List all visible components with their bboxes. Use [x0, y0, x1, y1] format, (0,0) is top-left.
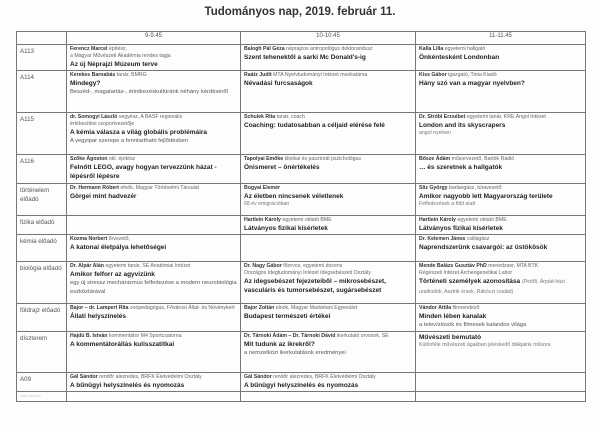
speaker-name: Dr. Stróbl Erzsébet — [419, 114, 466, 121]
speaker-role: zoopedagógus, Fővárosi Állat- és Növénykert — [128, 305, 235, 312]
talk-title: Állati helyszínelés — [70, 313, 126, 321]
speaker-name: Kiss Gábor — [419, 72, 447, 79]
session-cell — [67, 216, 241, 235]
table-row — [17, 304, 586, 332]
session-cell — [67, 392, 241, 402]
page-title: Tudományos nap, 2019. február 11. — [204, 6, 396, 18]
session-cell — [241, 71, 416, 113]
speaker-role: tanár, BMRG — [115, 72, 147, 79]
session-cell — [416, 216, 586, 235]
talk-subtitle: a televíziósok és filmesek kalandos világa — [419, 322, 527, 329]
speaker-role: egyetemi oktató BME — [455, 217, 507, 224]
session-cell — [67, 235, 241, 262]
session-cell — [241, 373, 416, 392]
table-row — [17, 113, 586, 155]
session-cell — [241, 332, 416, 373]
table-row — [17, 392, 586, 402]
speaker-affiliation: értékesítési csoportvezetője — [70, 121, 135, 128]
session-cell — [241, 113, 416, 155]
talk-title: Minden lében kanalak — [419, 313, 487, 321]
footer-stamp: ▭▭▭ ▭▭▭▭ — [20, 394, 41, 398]
speaker-role: csillagász — [465, 236, 490, 243]
talk-title: … és szeretnek a hallgatók — [419, 164, 503, 172]
session-cell — [241, 45, 416, 71]
speaker-name: Ferencz Marcel — [70, 46, 108, 52]
speaker-name: Bogyai Elemér — [244, 185, 281, 192]
session-cell — [67, 113, 241, 155]
talk-title: Szent tehenektől a sarki Mc Donald's-ig — [244, 54, 366, 62]
header-slot-1: 9-9.45 — [67, 32, 241, 45]
table-row — [17, 184, 586, 216]
session-cell — [67, 45, 241, 71]
session-cell — [416, 304, 586, 332]
speaker-name: Schulek Rita — [244, 114, 276, 121]
schedule-table — [16, 31, 586, 402]
session-cell — [416, 184, 586, 216]
speaker-role: menedzser, MTA BTK — [486, 263, 539, 270]
speaker-name: Sliz György — [419, 185, 448, 192]
speaker-role: barlangász, túravezető — [447, 185, 502, 192]
session-cell — [416, 235, 586, 262]
session-cell — [241, 304, 416, 332]
speaker-name: Dr. Tárnoki Ádám – Dr. Tárnoki Dávid — [244, 333, 336, 340]
session-cell — [416, 373, 586, 392]
session-cell — [67, 373, 241, 392]
talk-title: Látványos fizikai kísérletek — [244, 225, 328, 233]
speaker-role: klinikai és pasztorál pszichológus — [283, 156, 361, 163]
speaker-role: igazgató, Tinta Kiadó — [446, 72, 497, 79]
talk-title: Mit tudunk az ikrekről? — [244, 341, 315, 349]
room-cell: fizika előadó — [17, 216, 67, 235]
session-cell — [416, 262, 586, 304]
speaker-name: Gál Sándor — [70, 374, 98, 381]
talk-title: Naprendszerünk csavargói: az üstökösök — [419, 244, 548, 252]
talk-title: Görgei mint hadvezér — [70, 193, 137, 201]
table-row — [17, 216, 586, 235]
speaker-name: Dr. Kelemen János — [419, 236, 466, 243]
speaker-role: rendőr alezredes, BRFK Életvédelmi Osztály — [97, 374, 202, 381]
speaker-role: kommentátor M4 Sportcsatorna — [107, 333, 182, 340]
speaker-role: tanár, coach — [275, 114, 305, 121]
talk-title: Amikor nagyobb lett Magyarország területe — [419, 193, 553, 201]
talk-subtitle: egy új stressz mechanizmus felfedezése a modern neurobiológia eszköztárával — [70, 280, 237, 295]
session-cell — [241, 155, 416, 184]
room-cell: A114 — [17, 71, 67, 113]
talk-subtitle: Beszéd-, magatartás-, érintkezéskultúránk néhány kérdéséről — [70, 89, 228, 96]
header-row — [17, 32, 586, 45]
speaker-role: elnök, Magyar Történelmi Társulat — [119, 185, 199, 192]
table-row — [17, 262, 586, 304]
talk-title: Művészeti bemutató — [419, 334, 482, 342]
session-cell — [416, 392, 586, 402]
table-row — [17, 45, 586, 71]
speaker-name: Tapolyai Emőke — [244, 156, 284, 163]
table-row — [17, 71, 586, 113]
session-cell — [416, 45, 586, 71]
speaker-affiliation: a Magyar Művészeti Akadémia rendes tagja — [70, 53, 171, 60]
session-cell — [67, 184, 241, 216]
room-cell: történelem előadó — [17, 184, 67, 216]
talk-title: Az életben nincsenek véletlenek — [244, 193, 344, 201]
talk-note: Felfedezések a föld alatt — [419, 201, 476, 208]
talk-title: Önismeret – önértékelés — [244, 164, 320, 172]
speaker-role: vegyész, A BASF regionális — [117, 114, 183, 121]
speaker-name: Balogh Pál Géza — [244, 46, 285, 52]
talk-title: A katonai életpálya lehetőségei — [70, 244, 167, 252]
talk-title: A kémia válasza a világ globális problémáira — [70, 129, 208, 137]
speaker-role: ikerkutató orvosok, SE — [335, 333, 389, 340]
schedule-body — [17, 45, 586, 402]
talk-title: Az új Néprajzi Múzeum terve — [70, 61, 158, 69]
speaker-role: filmrendező — [451, 305, 480, 312]
session-cell — [241, 392, 416, 402]
speaker-name: Szőke Ágoston — [70, 156, 108, 163]
session-cell — [67, 262, 241, 304]
talk-title-wrap — [419, 277, 582, 296]
speaker-name: Hartlein Károly — [244, 217, 281, 224]
header-slot-3: 11-11.45 — [416, 32, 586, 45]
speaker-affiliation: Régészeti Intézet Archeogenetikai Labor — [419, 270, 513, 277]
session-cell — [67, 155, 241, 184]
talk-title: Névadási furcsaságok — [244, 80, 313, 88]
session-cell — [241, 184, 416, 216]
speaker-role: egyetemi oktató BME — [280, 217, 332, 224]
speaker-name: Gál Sándor — [244, 374, 272, 381]
room-cell: A113 — [17, 45, 67, 71]
session-cell — [241, 216, 416, 235]
room-cell: kémia előadó — [17, 235, 67, 262]
header-slot-2: 10-10.45 — [241, 32, 416, 45]
talk-title: A bűnügyi helyszínelés és nyomozás — [70, 382, 185, 390]
header-room — [17, 32, 67, 45]
session-cell — [67, 304, 241, 332]
speaker-role: építész, — [107, 46, 128, 52]
speaker-role: egyetemi tanár, KRE Angol Intézet — [465, 114, 546, 121]
talk-subtitle: A vegyipar szerepe a fenntartható fejlődésben — [70, 138, 188, 145]
talk-title: Az idegsebészet fejezeteiből – mikrosebészet, vasculáris és tumorsebészet, sugársebészet — [244, 278, 386, 295]
speaker-role: néprajzos antropológus doktorandusz — [284, 46, 373, 52]
room-cell: földrajz előadó — [17, 304, 67, 332]
talk-title: A bűnügyi helyszínelés és nyomozás — [244, 382, 359, 390]
talk-title: Coaching: tudatosabban a céljaid elérése felé — [244, 122, 385, 130]
talk-title: London and its skyscrapers — [419, 122, 506, 130]
talk-title: Felnőtt LEGO, avagy hogyan tervezzünk házat - lépésről lépésre — [70, 164, 217, 181]
talk-title: Történeti személyek azonosítása — [419, 278, 521, 286]
speaker-name: Bősze Ádám — [419, 156, 451, 163]
speaker-role: okl. építész — [107, 156, 136, 163]
speaker-name: Mende Balázs Gusztáv PhD — [419, 263, 487, 270]
speaker-name: Dr. Nagy Gábor — [244, 263, 282, 270]
session-cell — [416, 71, 586, 113]
speaker-name: Kalla Lilla — [419, 46, 444, 52]
room-cell: A116 — [17, 155, 67, 184]
speaker-role: egyetemi hallgató — [443, 46, 486, 52]
table-row — [17, 235, 586, 262]
talk-title: Hány szó van a magyar nyelvben? — [419, 80, 525, 88]
speaker-role: műsorvezető, Bartók Rádió — [450, 156, 515, 163]
speaker-role: rendőr alezredes, BRFK Életvédelmi Osztály — [271, 374, 376, 381]
speaker-role: főorvos, egyetemi docens — [281, 263, 343, 270]
table-row — [17, 155, 586, 184]
speaker-role: egyetemi tanár, SE Anatómiai Intézet — [103, 263, 191, 270]
room-cell: biológia előadó — [17, 262, 67, 304]
speaker-role: MTA Nyelvtudományi Intézet munkatársa — [271, 72, 368, 79]
speaker-name: dr. Somogyi László — [70, 114, 118, 121]
talk-note: angol nyelven — [419, 130, 452, 137]
speaker-name: Kerekes Barnabás — [70, 72, 116, 79]
session-cell — [241, 235, 416, 262]
speaker-name: Hartlein Károly — [419, 217, 456, 224]
talk-note: Különféle művészeti ágakban jeleskedő diákjaink műsora — [419, 342, 551, 349]
speaker-name: Hajdú B. István — [70, 333, 108, 340]
session-cell — [416, 155, 586, 184]
room-cell: A115 — [17, 113, 67, 155]
speaker-role: őrvezető, — [107, 236, 130, 243]
talk-title: Budapest természeti értékei — [244, 313, 331, 321]
talk-title: Önkéntesként Londonban — [419, 54, 500, 62]
session-cell — [416, 113, 586, 155]
session-cell — [67, 332, 241, 373]
speaker-name: Bajor Zoltán — [244, 305, 275, 312]
session-cell — [241, 262, 416, 304]
room-cell: díszterem — [17, 332, 67, 373]
speaker-name: Kozma Norbert — [70, 236, 108, 243]
room-cell: A09 — [17, 373, 67, 392]
talk-title: A kommentátorállás kulisszatitkai — [70, 341, 175, 349]
speaker-name: Vándor Attila — [419, 305, 452, 312]
session-cell — [416, 332, 586, 373]
table-row — [17, 332, 586, 373]
speaker-name: Bajor – dr. Lampert Rita — [70, 305, 129, 312]
speaker-name: Dr. Hermann Róbert — [70, 185, 120, 192]
talk-note: (Petőfi, Árpád-házi uralkodók, Asztrik érsek, Rákóczi család) — [419, 279, 565, 295]
speaker-role: elnök, Magyar Madártani Egyesület — [274, 305, 358, 312]
speaker-affiliation: Országos Idegtudományi Intézet Idegsebészeti Osztály — [244, 270, 371, 277]
speaker-name: Dr. Alpár Alán — [70, 263, 104, 270]
talk-subtitle: a nemzetközi ikerkutatások eredményei — [244, 350, 346, 357]
talk-title: Látványos fizikai kísérletek — [419, 225, 503, 233]
session-cell — [67, 71, 241, 113]
talk-note: 68 év emigrációban — [244, 201, 290, 208]
talk-title: Amikor felforr az agyvizünk — [70, 271, 155, 279]
talk-title: Mindegy? — [70, 80, 101, 88]
speaker-name: Raátz Judit — [244, 72, 272, 79]
table-row — [17, 373, 586, 392]
